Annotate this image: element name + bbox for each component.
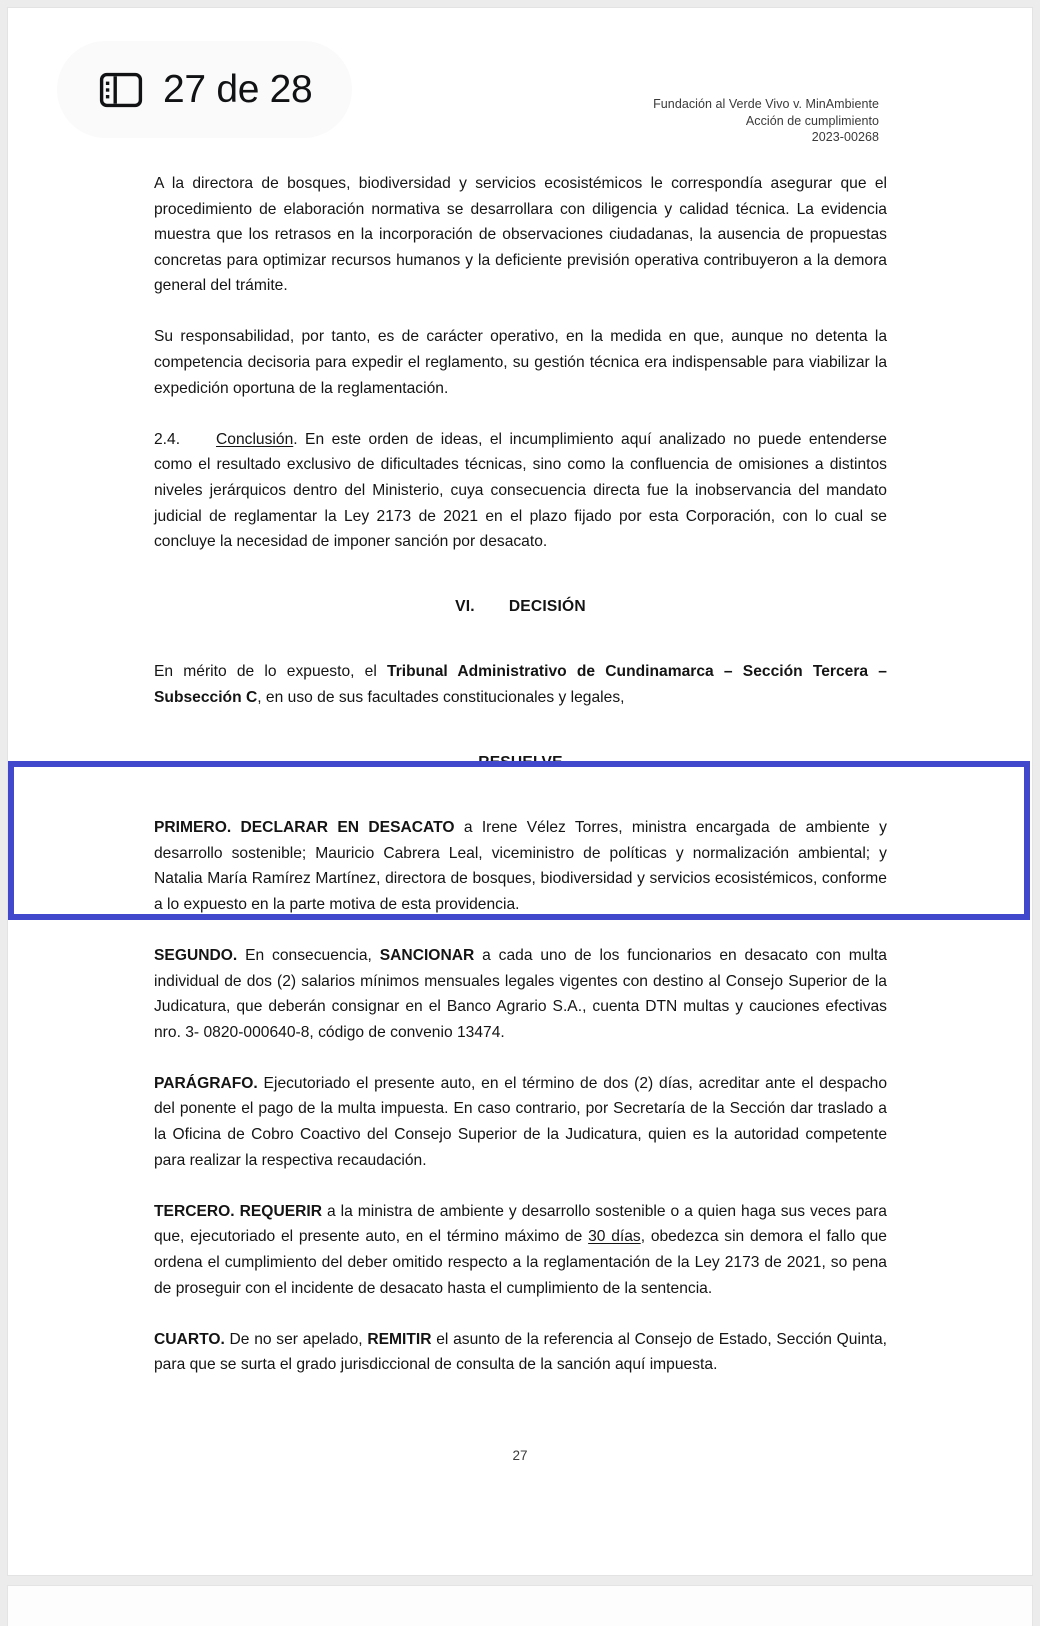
order-cuarto-label: CUARTO.	[154, 1330, 225, 1348]
document-header-number: 2023-00268	[811, 130, 879, 145]
document-body	[154, 171, 887, 1378]
next-document-page	[8, 1586, 1032, 1626]
spacer	[154, 645, 887, 659]
order-cuarto-emphasis: REMITIR	[367, 1330, 432, 1348]
order-segundo-text-a: En consecuencia,	[237, 946, 380, 964]
merito-lead: En mérito de lo expuesto, el	[154, 663, 388, 681]
paragraph-directora	[154, 171, 887, 299]
order-segundo	[154, 943, 887, 1045]
order-segundo-emphasis: SANCIONAR	[379, 946, 475, 964]
order-primero	[154, 815, 887, 917]
document-header-case: Fundación al Verde Vivo v. MinAmbiente	[653, 97, 879, 111]
spacer	[154, 736, 887, 750]
merito-tail: , en uso de sus facultades constitucionales y legales,	[257, 688, 625, 706]
document-header-action: Acción de cumplimiento	[745, 113, 879, 128]
order-cuarto-text-b: el asunto de la referencia al Consejo de Estado, Sección Quinta, para que se surta el grado jurisdiccional de consulta de la sanción aquí impuesta.	[154, 1330, 888, 1374]
order-tercero-text-a: a la ministra de ambiente y desarrollo sostenible o a quien haga sus veces para que, ejecutoriado el presente auto, en el término máximo de	[154, 1202, 887, 1246]
order-segundo-text-b: a cada uno de los funcionarios en desacato con multa individual de dos (2) salarios mínimos mensuales legales vigentes con destino al Consejo Superior de la Judicatura, que deberán consignar en el Banco Agrario S.A., cuenta DTN multas y cauciones efectivas nro. 3- 0820-000640-8, código de convenio 13474.	[154, 946, 887, 1041]
paragraph-responsabilidad	[154, 324, 887, 401]
order-cuarto	[154, 1327, 887, 1378]
decision-heading-title: DECISIÓN	[508, 598, 586, 616]
order-paragrafo-text: Ejecutoriado el presente auto, en el término de dos (2) días, acreditar ante el despacho del ponente el pago de la multa impuesta. En caso contrario, por Secretaría de la Sección dar traslado a la Oficina de Cobro Coactivo del Consejo Superior de la Judicatura, quien es la autoridad competente para realizar la respectiva recaudación.	[154, 1074, 887, 1169]
order-tercero	[154, 1199, 887, 1301]
document-page	[8, 8, 1032, 1575]
page-indicator[interactable]	[57, 41, 352, 138]
decision-heading-number: VI.	[455, 598, 475, 616]
order-paragrafo-label: PARÁGRAFO.	[154, 1074, 258, 1092]
order-tercero-underlined: 30 días	[588, 1228, 641, 1246]
paragraph-merito	[154, 659, 887, 710]
order-cuarto-text-a: De no ser apelado,	[224, 1330, 368, 1348]
paragraph-responsabilidad-text: Su responsabilidad, por tanto, es de carácter operativo, en la medida en que, aunque no detenta la competencia decisoria para expedir el reglamento, su gestión técnica era indispensable para viabilizar la expedición oportuna de la reglamentación.	[154, 328, 887, 397]
merito-court: Tribunal Administrativo de Cundinamarca – Sección Tercera – Subsección C	[154, 663, 887, 706]
order-tercero-label: TERCERO. REQUERIR	[154, 1202, 323, 1220]
section-2-4-body: . En este orden de ideas, el incumplimiento aquí analizado no puede entenderse como el resultado exclusivo de dificultades técnicas, sino como la confluencia de omisiones a distintos niveles jerárquicos dentro del Ministerio, cuya consecuencia directa fue la inobservancia del mandato judicial de reglamentar la Ley 2173 de 2021 en el plazo fijado por esta Corporación, con lo cual se concluye la necesidad de imponer sanción por desacato.	[154, 430, 887, 551]
section-2-4-title: Conclusión	[216, 430, 294, 448]
decision-heading	[154, 594, 887, 620]
spacer	[154, 580, 887, 594]
paragraph-directora-text: A la directora de bosques, biodiversidad y servicios ecosistémicos le correspondía asegurar que el procedimiento de elaboración normativa se desarrollara con diligencia y calidad técnica. La evidencia muestra que los retrasos en la incorporación de observaciones ciudadanas, la ausencia de propuestas concretas para optimizar recursos humanos y la deficiente previsión operativa contribuyeron a la demora general del trámite.	[154, 175, 887, 295]
page-number-footer: 27	[512, 1448, 528, 1463]
spacer	[154, 801, 887, 815]
section-2-4	[154, 427, 887, 555]
page-indicator-label: 27 de 28	[163, 68, 313, 111]
order-primero-label: PRIMERO. DECLARAR EN DESACATO	[154, 819, 455, 837]
order-segundo-label: SEGUNDO.	[154, 946, 238, 964]
document-header	[653, 96, 879, 146]
resuelve-heading: RESUELVE	[478, 754, 563, 771]
order-primero-text: a Irene Vélez Torres, ministra encargada de ambiente y desarrollo sostenible; Mauricio Cabrera Leal, viceministro de políticas y normalización ambiental; y Natalia María Ramírez Martínez, directora de bosques, biodiversidad y servicios ecosistémicos, conforme a lo expuesto en la parte motiva de esta providencia.	[154, 819, 887, 913]
section-2-4-number: 2.4.	[154, 430, 181, 448]
order-tercero-text-b: , obedezca sin demora el fallo que ordena el cumplimiento del deber omitido respecto a la reglamentación de la Ley 2173 de 2021, so pena de proseguir con el incidente de desacato hasta el cumplimiento de la sentencia.	[154, 1228, 887, 1297]
order-paragrafo	[154, 1071, 887, 1173]
page-layout-icon	[99, 72, 143, 108]
